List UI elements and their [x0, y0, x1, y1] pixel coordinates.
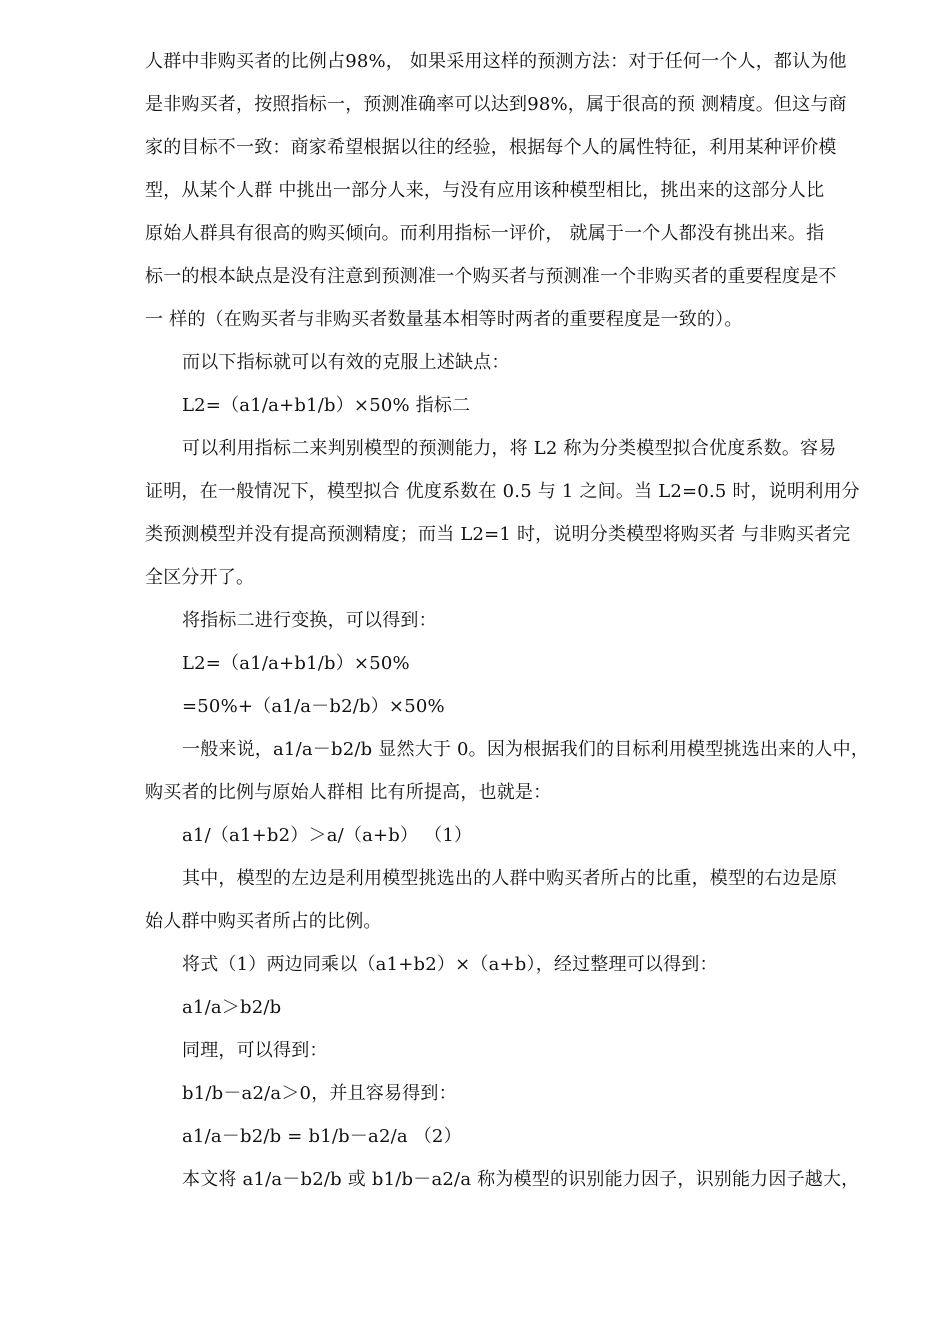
text-line-8: 而以下指标就可以有效的克服上述缺点： [182, 352, 510, 373]
text-line-22: 将式（1）两边同乘以（a1+b2）×（a+b），经过整理可以得到： [182, 954, 718, 975]
text-line-24: 同理，可以得到： [182, 1040, 328, 1061]
text-line-18: 购买者的比例与原始人群相 比有所提高，也就是： [145, 782, 552, 803]
formula-l2-transformed: =50%+（a1/a－b2/b）×50% [182, 696, 445, 717]
text-line-17: 一般来说，a1/a－b2/b 显然大于 0。因为根据我们的目标利用模型挑选出来的人中， [182, 739, 870, 760]
formula-l2-indicator-two: L2=（a1/a+b1/b）×50% 指标二 [182, 395, 471, 416]
text-line-6: 标一的根本缺点是没有注意到预测准一个购买者与预测准一个非购买者的重要程度是不 [145, 266, 837, 287]
formula-1: a1/（a1+b2）＞a/（a+b） （1） [182, 825, 473, 846]
text-line-1: 人群中非购买者的比例占98%， 如果采用这样的预测方法：对于任何一个人，都认为他 [145, 51, 847, 72]
text-line-10: 可以利用指标二来判别模型的预测能力，将 L2 称为分类模型拟合优度系数。容易 [182, 438, 837, 459]
text-line-20: 其中，模型的左边是利用模型挑选出的人群中购买者所占的比重，模型的右边是原 [182, 868, 838, 889]
text-line-21: 始人群中购买者所占的比例。 [145, 911, 382, 932]
formula-b1-b-minus-a2-a: b1/b－a2/a＞0，并且容易得到： [182, 1083, 457, 1104]
text-line-13: 全区分开了。 [145, 567, 255, 588]
text-line-12: 类预测模型并没有提高预测精度；而当 L2=1 时，说明分类模型将购买者 与非购买者完 [145, 524, 851, 545]
formula-2: a1/a－b2/b = b1/b－a2/a （2） [182, 1126, 462, 1147]
text-line-14: 将指标二进行变换，可以得到： [182, 610, 437, 631]
text-line-4: 型，从某个人群 中挑出一部分人来，与没有应用该种模型相比，挑出来的这部分人比 [145, 180, 825, 201]
text-line-2: 是非购买者，按照指标一，预测准确率可以达到98%，属于很高的预 测精度。但这与商 [145, 94, 847, 115]
text-line-5: 原始人群具有很高的购买倾向。而利用指标一评价， 就属于一个人都没有挑出来。指 [145, 223, 825, 244]
text-line-11: 证明，在一般情况下，模型拟合 优度系数在 0.5 与 1 之间。当 L2=0.5 时，说明利用分 [145, 481, 860, 502]
text-line-3: 家的目标不一致：商家希望根据以往的经验，根据每个人的属性特征，利用某种评价模 [145, 137, 837, 158]
text-line-27: 本文将 a1/a－b2/b 或 b1/b－a2/a 称为模型的识别能力因子，识别能力因子越大， [182, 1169, 860, 1190]
formula-a1-a-gt-b2-b: a1/a＞b2/b [182, 997, 282, 1018]
formula-l2: L2=（a1/a+b1/b）×50% [182, 653, 410, 674]
text-line-7: 一 样的（在购买者与非购买者数量基本相等时两者的重要程度是一致的）。 [145, 309, 743, 330]
